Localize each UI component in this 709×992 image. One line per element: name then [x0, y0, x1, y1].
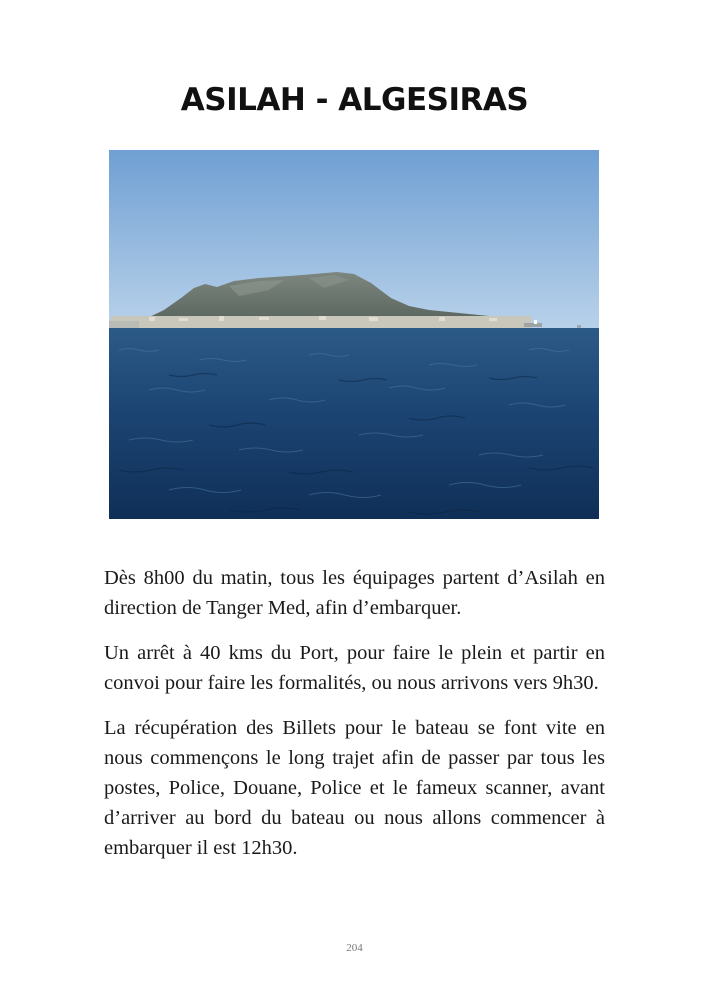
- paragraph: Un arrêt à 40 kms du Port, pour faire le plein et partir en convoi pour faire les formalités, ou nous arrivons vers 9h30.: [104, 642, 605, 694]
- paragraph: La récupération des Billets pour le bateau se font vite en nous commençons le long trajet afin de passer par tous les postes, Police, Douane, Police et le fameux scanner, avant d’arriver au bord du bateau ou nous allons commencer à embarquer il est 12h30.: [104, 717, 605, 859]
- body-text: [104, 563, 605, 878]
- page-title: ASILAH - ALGESIRAS: [180, 82, 529, 118]
- sea: [109, 328, 599, 519]
- paragraph: Dès 8h00 du matin, tous les équipages partent d’Asilah en direction de Tanger Med, afin d’embarquer.: [104, 567, 605, 619]
- sea-photo: [109, 150, 599, 519]
- page-number: 204: [346, 942, 363, 954]
